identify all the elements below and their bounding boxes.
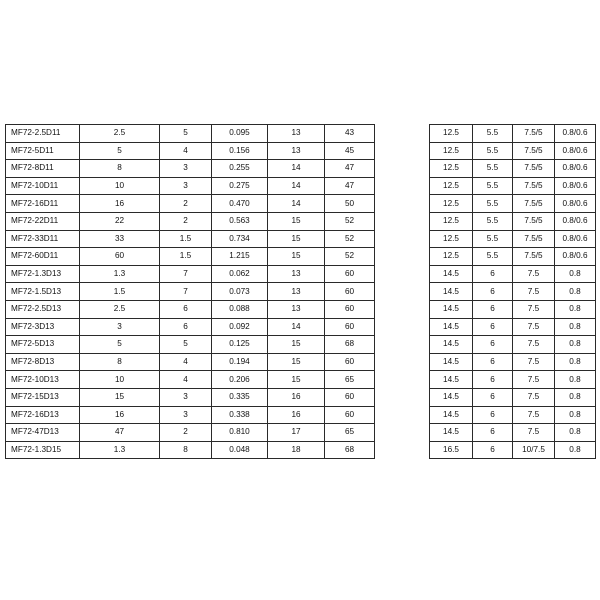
table-cell: 7.5 (513, 406, 555, 424)
table-cell: 5 (80, 142, 160, 160)
table-row (430, 318, 596, 336)
table-cell: 14.5 (430, 336, 473, 354)
table-row (6, 283, 375, 301)
table-cell: MF72-60D11 (6, 248, 80, 266)
table-cell: MF72-22D11 (6, 212, 80, 230)
table-cell: MF72-15D13 (6, 388, 80, 406)
table-cell: 2.5 (80, 300, 160, 318)
table-row (430, 283, 596, 301)
table-cell: 0.8 (555, 406, 596, 424)
right-table-body (430, 125, 596, 459)
table-cell: 0.255 (212, 160, 268, 178)
table-cell: 16 (268, 388, 325, 406)
table-row (430, 371, 596, 389)
table-cell: 50 (325, 195, 375, 213)
table-cell: 14 (268, 160, 325, 178)
table-cell: 0.8/0.6 (555, 248, 596, 266)
table-row (430, 300, 596, 318)
table-row (6, 336, 375, 354)
table-cell: 0.470 (212, 195, 268, 213)
table-cell: 14.5 (430, 318, 473, 336)
table-row (430, 177, 596, 195)
table-cell: 7.5/5 (513, 160, 555, 178)
table-cell: 0.088 (212, 300, 268, 318)
table-cell: 3 (160, 406, 212, 424)
table-cell: 0.8 (555, 441, 596, 459)
table-row (430, 406, 596, 424)
table-cell: 6 (473, 318, 513, 336)
table-cell: MF72-1.5D13 (6, 283, 80, 301)
table-cell: 47 (325, 160, 375, 178)
table-cell: 0.8/0.6 (555, 212, 596, 230)
table-cell: 4 (160, 142, 212, 160)
table-row (430, 230, 596, 248)
table-row (6, 248, 375, 266)
table-cell: 0.8 (555, 388, 596, 406)
table-cell: 5 (80, 336, 160, 354)
table-cell: 14.5 (430, 353, 473, 371)
table-cell: 0.810 (212, 424, 268, 442)
table-cell: 0.335 (212, 388, 268, 406)
table-cell: MF72-33D11 (6, 230, 80, 248)
table-cell: 7.5/5 (513, 125, 555, 143)
table-cell: 7.5 (513, 265, 555, 283)
table-row (430, 265, 596, 283)
table-cell: MF72-1.3D15 (6, 441, 80, 459)
table-cell: 60 (325, 406, 375, 424)
table-cell: 14 (268, 318, 325, 336)
left-table-body (6, 125, 375, 459)
table-row (430, 441, 596, 459)
table-cell: 45 (325, 142, 375, 160)
table-cell: 6 (473, 424, 513, 442)
table-cell: 0.8 (555, 353, 596, 371)
table-row (6, 160, 375, 178)
table-row (6, 142, 375, 160)
table-cell: 13 (268, 265, 325, 283)
table-row (430, 212, 596, 230)
table-cell: 0.156 (212, 142, 268, 160)
table-cell: 0.8/0.6 (555, 195, 596, 213)
table-cell: 5 (160, 125, 212, 143)
table-cell: 0.095 (212, 125, 268, 143)
table-cell: 12.5 (430, 230, 473, 248)
table-cell: 16 (80, 195, 160, 213)
table-cell: 7 (160, 265, 212, 283)
table-cell: 6 (473, 336, 513, 354)
table-cell: MF72-8D11 (6, 160, 80, 178)
table-cell: 0.8/0.6 (555, 230, 596, 248)
table-row (6, 265, 375, 283)
table-cell: 7.5/5 (513, 177, 555, 195)
table-cell: 1.5 (160, 248, 212, 266)
table-cell: 0.8 (555, 283, 596, 301)
table-cell: MF72-3D13 (6, 318, 80, 336)
table-row (6, 195, 375, 213)
table-row (6, 125, 375, 143)
table-row (430, 336, 596, 354)
table-cell: 16 (80, 406, 160, 424)
table-cell: MF72-2.5D11 (6, 125, 80, 143)
table-cell: 7.5 (513, 318, 555, 336)
table-cell: 1.5 (160, 230, 212, 248)
table-cell: 14.5 (430, 300, 473, 318)
table-cell: 7.5 (513, 424, 555, 442)
table-cell: 7.5 (513, 283, 555, 301)
table-cell: 13 (268, 125, 325, 143)
table-cell: 0.206 (212, 371, 268, 389)
table-cell: 3 (80, 318, 160, 336)
table-row (430, 388, 596, 406)
table-row (6, 230, 375, 248)
table-cell: 5.5 (473, 212, 513, 230)
table-cell: 14.5 (430, 371, 473, 389)
table-cell: 3 (160, 388, 212, 406)
table-cell: 5.5 (473, 142, 513, 160)
table-cell: 0.062 (212, 265, 268, 283)
table-cell: 5.5 (473, 160, 513, 178)
table-cell: 0.073 (212, 283, 268, 301)
table-cell: 7.5/5 (513, 142, 555, 160)
table-cell: 14 (268, 195, 325, 213)
table-cell: 6 (473, 353, 513, 371)
table-cell: 1.3 (80, 265, 160, 283)
table-cell: 0.8/0.6 (555, 142, 596, 160)
table-cell: 68 (325, 336, 375, 354)
table-cell: 0.734 (212, 230, 268, 248)
table-cell: 3 (160, 177, 212, 195)
table-cell: 0.8 (555, 371, 596, 389)
table-cell: 15 (268, 212, 325, 230)
table-cell: 0.048 (212, 441, 268, 459)
table-cell: 7.5/5 (513, 248, 555, 266)
table-cell: 7 (160, 283, 212, 301)
table-cell: 0.275 (212, 177, 268, 195)
table-cell: 2 (160, 212, 212, 230)
table-cell: 10 (80, 177, 160, 195)
table-cell: 7.5 (513, 336, 555, 354)
table-cell: 2.5 (80, 125, 160, 143)
table-cell: 12.5 (430, 195, 473, 213)
table-cell: 7.5/5 (513, 195, 555, 213)
table-row (6, 212, 375, 230)
table-row (430, 142, 596, 160)
table-cell: 1.5 (80, 283, 160, 301)
table-cell: 6 (473, 371, 513, 389)
table-cell: 18 (268, 441, 325, 459)
table-cell: 65 (325, 424, 375, 442)
table-row (6, 318, 375, 336)
table-cell: MF72-5D11 (6, 142, 80, 160)
table-cell: 14.5 (430, 265, 473, 283)
table-cell: 6 (473, 300, 513, 318)
table-cell: 7.5 (513, 371, 555, 389)
table-cell: 7.5 (513, 353, 555, 371)
table-cell: 6 (473, 283, 513, 301)
table-row (430, 125, 596, 143)
table-cell: 12.5 (430, 212, 473, 230)
table-cell: 0.8/0.6 (555, 177, 596, 195)
table-cell: 22 (80, 212, 160, 230)
table-cell: 7.5/5 (513, 212, 555, 230)
table-row (6, 441, 375, 459)
table-cell: 5.5 (473, 195, 513, 213)
table-cell: 7.5 (513, 300, 555, 318)
table-cell: 52 (325, 212, 375, 230)
table-cell: 0.8 (555, 318, 596, 336)
table-cell: 14.5 (430, 388, 473, 406)
table-cell: 47 (325, 177, 375, 195)
table-row (6, 353, 375, 371)
table-cell: 4 (160, 371, 212, 389)
table-cell: 43 (325, 125, 375, 143)
table-cell: 6 (160, 300, 212, 318)
table-cell: 16 (268, 406, 325, 424)
table-cell: 60 (325, 283, 375, 301)
table-cell: 5.5 (473, 125, 513, 143)
table-cell: 15 (268, 353, 325, 371)
table-cell: 12.5 (430, 125, 473, 143)
table-row (6, 177, 375, 195)
table-cell: 13 (268, 300, 325, 318)
table-cell: 10/7.5 (513, 441, 555, 459)
table-cell: 1.215 (212, 248, 268, 266)
table-cell: 0.8 (555, 336, 596, 354)
table-cell: MF72-1.3D13 (6, 265, 80, 283)
table-cell: MF72-5D13 (6, 336, 80, 354)
table-cell: MF72-10D11 (6, 177, 80, 195)
table-cell: 13 (268, 142, 325, 160)
table-cell: 7.5/5 (513, 230, 555, 248)
table-cell: 8 (80, 353, 160, 371)
table-cell: 13 (268, 283, 325, 301)
table-row (430, 160, 596, 178)
table-row (6, 388, 375, 406)
table-cell: 65 (325, 371, 375, 389)
table-cell: MF72-16D11 (6, 195, 80, 213)
table-cell: 0.8 (555, 265, 596, 283)
table-cell: 52 (325, 230, 375, 248)
table-cell: 7.5 (513, 388, 555, 406)
table-cell: 1.3 (80, 441, 160, 459)
table-cell: 12.5 (430, 248, 473, 266)
table-cell: MF72-8D13 (6, 353, 80, 371)
table-row (6, 371, 375, 389)
table-row (430, 353, 596, 371)
table-row (430, 424, 596, 442)
thermistor-spec-table-right (429, 124, 596, 459)
table-cell: 60 (325, 265, 375, 283)
table-cell: 14 (268, 177, 325, 195)
table-cell: 12.5 (430, 160, 473, 178)
table-cell: 4 (160, 353, 212, 371)
table-row (6, 300, 375, 318)
table-cell: 60 (325, 318, 375, 336)
table-cell: 5.5 (473, 230, 513, 248)
table-cell: MF72-2.5D13 (6, 300, 80, 318)
table-cell: 15 (268, 371, 325, 389)
table-cell: 0.8 (555, 300, 596, 318)
table-cell: 68 (325, 441, 375, 459)
table-row (6, 424, 375, 442)
table-cell: 14.5 (430, 406, 473, 424)
table-row (6, 406, 375, 424)
table-cell: 14.5 (430, 283, 473, 301)
table-cell: 6 (160, 318, 212, 336)
table-cell: 14.5 (430, 424, 473, 442)
table-cell: 0.8/0.6 (555, 160, 596, 178)
table-cell: 15 (268, 336, 325, 354)
table-cell: 0.092 (212, 318, 268, 336)
table-cell: 8 (160, 441, 212, 459)
table-cell: 60 (80, 248, 160, 266)
table-cell: 60 (325, 300, 375, 318)
table-row (430, 248, 596, 266)
table-cell: 0.563 (212, 212, 268, 230)
table-cell: 2 (160, 424, 212, 442)
table-cell: MF72-47D13 (6, 424, 80, 442)
table-cell: 17 (268, 424, 325, 442)
table-cell: 5 (160, 336, 212, 354)
table-cell: 0.8/0.6 (555, 125, 596, 143)
table-cell: 5.5 (473, 177, 513, 195)
table-cell: 15 (80, 388, 160, 406)
table-cell: 6 (473, 406, 513, 424)
table-row (430, 195, 596, 213)
table-cell: 47 (80, 424, 160, 442)
table-cell: 10 (80, 371, 160, 389)
table-cell: 52 (325, 248, 375, 266)
table-cell: 6 (473, 265, 513, 283)
table-cell: 0.125 (212, 336, 268, 354)
table-cell: MF72-16D13 (6, 406, 80, 424)
table-cell: 33 (80, 230, 160, 248)
table-cell: 15 (268, 248, 325, 266)
table-cell: 6 (473, 388, 513, 406)
table-cell: 2 (160, 195, 212, 213)
table-cell: 16.5 (430, 441, 473, 459)
table-cell: 3 (160, 160, 212, 178)
thermistor-spec-table-left (5, 124, 375, 459)
table-cell: 60 (325, 388, 375, 406)
table-cell: 6 (473, 441, 513, 459)
table-cell: 60 (325, 353, 375, 371)
table-cell: 0.8 (555, 424, 596, 442)
table-cell: 15 (268, 230, 325, 248)
table-cell: 0.194 (212, 353, 268, 371)
table-cell: 12.5 (430, 142, 473, 160)
table-cell: 5.5 (473, 248, 513, 266)
table-cell: 12.5 (430, 177, 473, 195)
table-cell: MF72-10D13 (6, 371, 80, 389)
table-cell: 8 (80, 160, 160, 178)
table-cell: 0.338 (212, 406, 268, 424)
